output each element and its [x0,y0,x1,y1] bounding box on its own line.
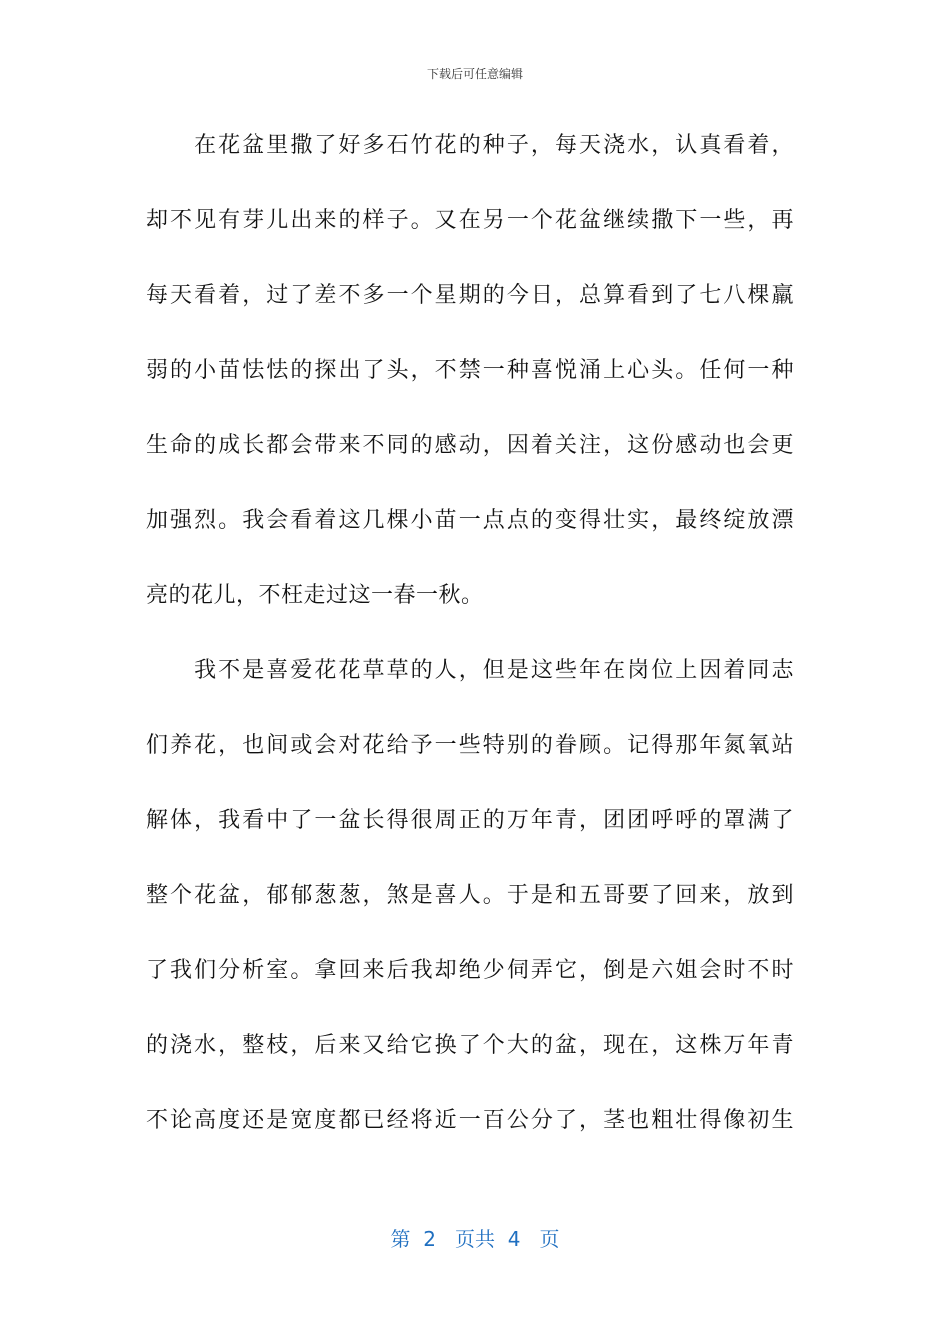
page-footer: 第 2 页共 4 页 [390,1227,560,1251]
text-line: 弱的小苗怯怯的探出了头，不禁一种喜悦涌上心头。任何一种 [146,358,794,383]
text-line: 了我们分析室。拿回来后我却绝少伺弄它，倒是六姐会时不时 [146,958,794,983]
text-line: 每天看着，过了差不多一个星期的今日，总算看到了七八棵羸 [146,283,794,308]
text-line: 却不见有芽儿出来的样子。又在另一个花盆继续撒下一些，再 [146,208,794,233]
text-line: 生命的成长都会带来不同的感动，因着关注，这份感动也会更 [146,433,794,458]
document-body [146,118,794,1168]
text-line: 加强烈。我会看着这几棵小苗一点点的变得壮实，最终绽放漂 [146,508,794,533]
text-line: 的浇水，整枝，后来又给它换了个大的盆，现在，这株万年青 [146,1033,794,1058]
text-line: 不论高度还是宽度都已经将近一百公分了，茎也粗壮得像初生 [146,1108,794,1133]
header-note: 下载后可任意编辑 [426,67,523,81]
text-line: 我不是喜爱花花草草的人，但是这些年在岗位上因着同志 [146,658,794,683]
text-line: 在花盆里撒了好多石竹花的种子，每天浇水，认真看着， [146,133,794,158]
text-line: 解体，我看中了一盆长得很周正的万年青，团团呼呼的罩满了 [146,808,794,833]
text-line: 亮的花儿，不枉走过这一春一秋。 [146,583,484,608]
text-line: 们养花，也间或会对花给予一些特别的眷顾。记得那年氮氧站 [146,733,794,758]
text-line: 整个花盆，郁郁葱葱，煞是喜人。于是和五哥要了回来，放到 [146,883,794,908]
